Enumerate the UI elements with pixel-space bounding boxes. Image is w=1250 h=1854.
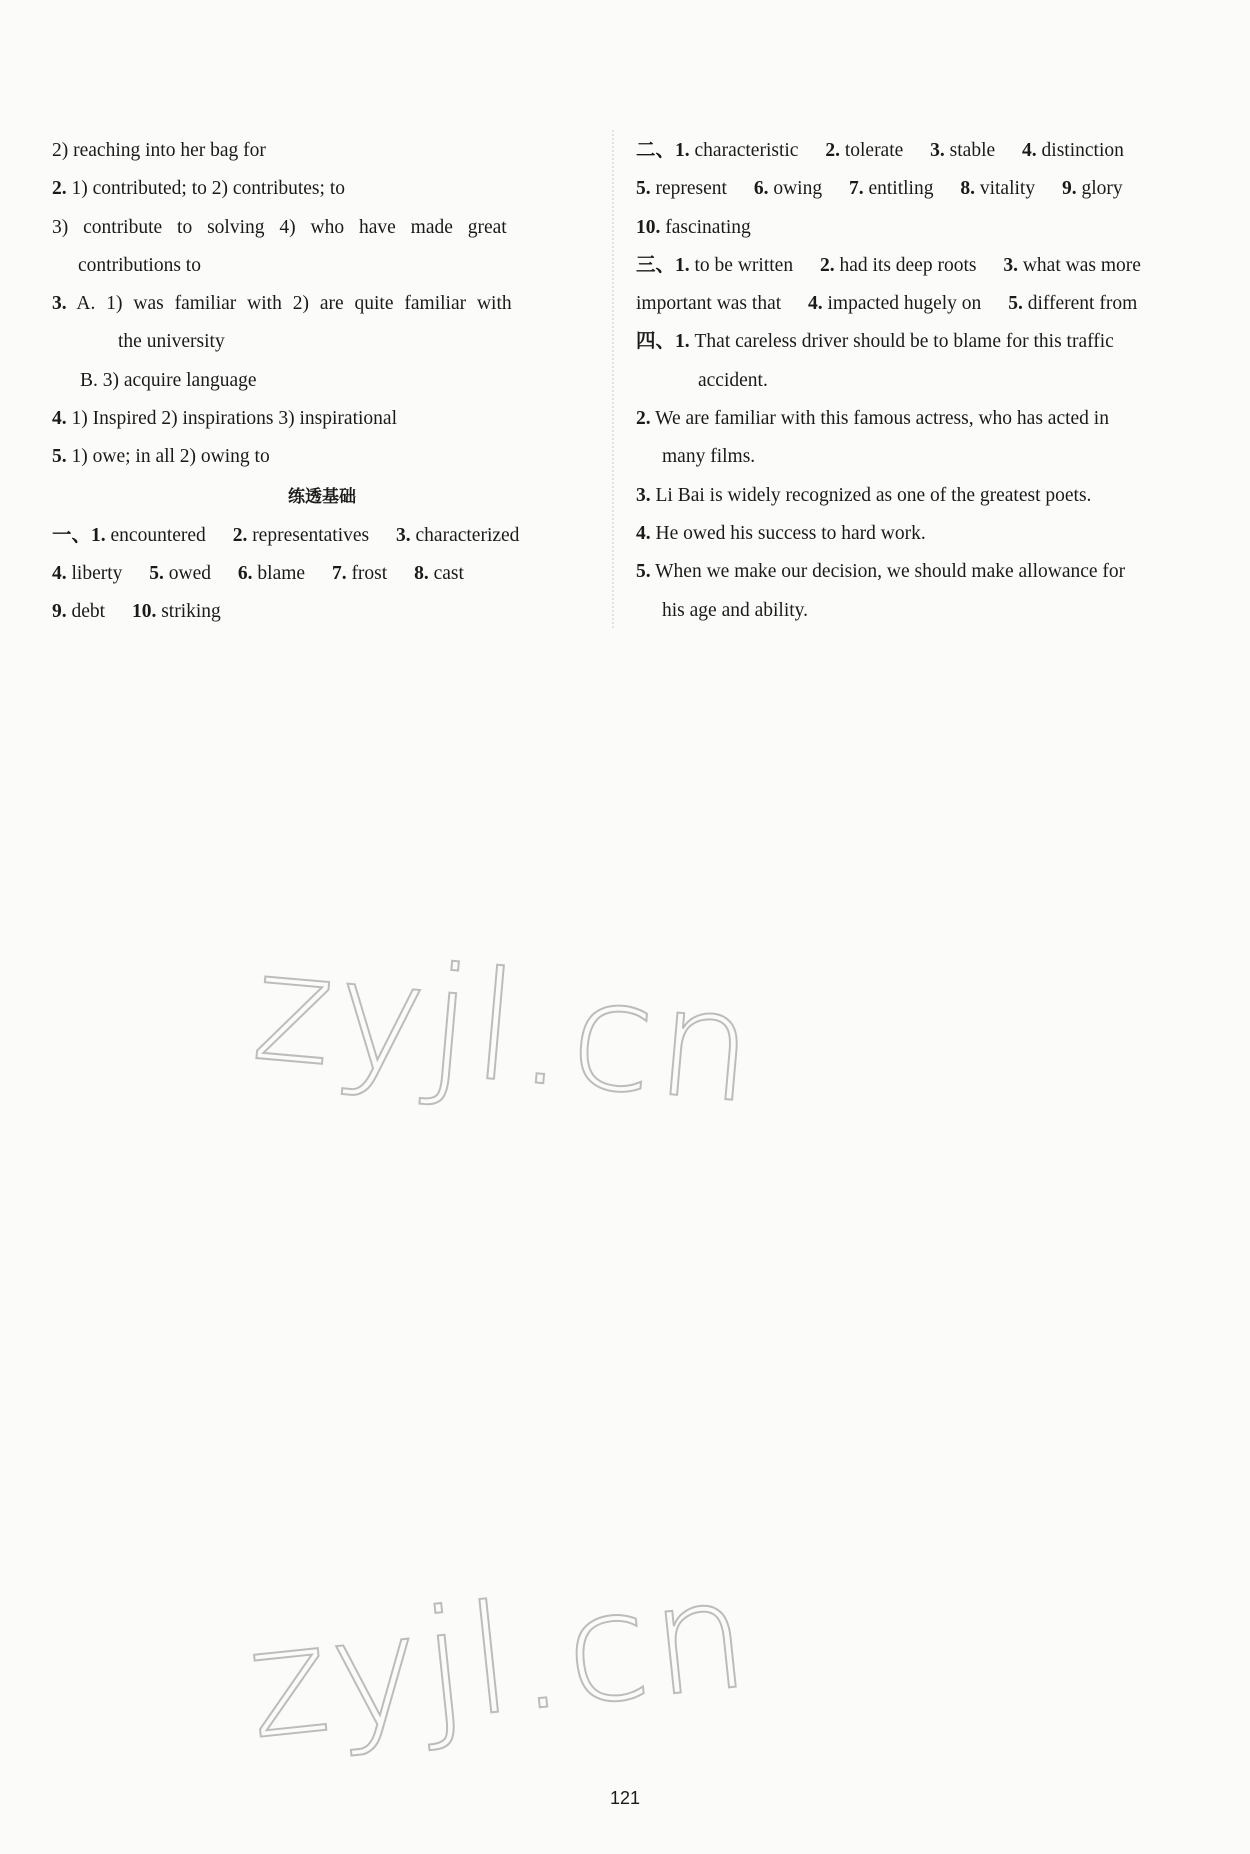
- answer-text: 1) owe; in all 2) owing to: [66, 446, 270, 468]
- answer-line: [636, 323, 1171, 361]
- answer-text: entitling: [868, 178, 934, 200]
- question-number: 4.: [52, 408, 67, 430]
- right-column: [636, 132, 1171, 630]
- section-prefix: 二、: [636, 140, 676, 161]
- answer-line: [52, 555, 592, 593]
- question-number: 5.: [636, 561, 651, 583]
- answer-text: contributions to: [78, 254, 201, 276]
- question-number: 1.: [91, 524, 106, 546]
- answer-line: [52, 323, 592, 361]
- answer-line: [636, 362, 1171, 400]
- watermark-logo: zyjl.cn: [240, 1547, 760, 1774]
- answer-text: tolerate: [844, 140, 904, 161]
- question-number: 1.: [675, 254, 690, 276]
- answer-line: [636, 247, 1171, 285]
- answer-text: different from: [1027, 293, 1138, 315]
- answer-text: debt: [71, 601, 106, 623]
- answer-line: [636, 592, 1171, 630]
- answer-line: [636, 400, 1171, 438]
- question-number: 1.: [675, 331, 690, 353]
- section-heading: 练透基础: [288, 486, 356, 507]
- answer-line: [636, 285, 1171, 323]
- answer-text: 1) contributed; to 2) contributes; to: [66, 178, 345, 200]
- answer-text: characteristic: [694, 140, 799, 161]
- answer-text: striking: [161, 601, 221, 623]
- question-number: 2.: [52, 178, 67, 200]
- section-prefix: 三、: [636, 254, 676, 276]
- answer-text: frost: [351, 562, 388, 584]
- answer-text: 3) contribute to solving 4) who have made great: [52, 216, 507, 238]
- question-number: 5.: [52, 446, 67, 468]
- question-number: 9.: [1061, 178, 1077, 200]
- answer-text: B. 3) acquire language: [80, 369, 257, 391]
- question-number: 5.: [1008, 293, 1023, 315]
- left-column: [52, 132, 592, 632]
- question-number: 4.: [52, 562, 67, 584]
- question-number: 3.: [930, 140, 945, 161]
- answer-text: owing: [773, 178, 823, 200]
- answer-text: He owed his success to hard work.: [655, 522, 926, 544]
- question-number: 10.: [636, 216, 661, 238]
- answer-text: 1) Inspired 2) inspirations 3) inspirational: [66, 408, 397, 430]
- question-number: 6.: [237, 562, 253, 584]
- answer-text: That careless driver should be to blame for this traffic: [694, 331, 1114, 353]
- question-number: 4.: [636, 522, 651, 544]
- answer-line: [636, 515, 1171, 553]
- answer-line: [636, 438, 1171, 476]
- question-number: 5.: [636, 178, 651, 200]
- answer-text: 2) reaching into her bag for: [52, 140, 266, 161]
- watermark-logo: zyjl.cn: [246, 920, 765, 1138]
- answer-line: [636, 170, 1171, 208]
- answer-text: distinction: [1041, 140, 1124, 161]
- column-divider: [612, 130, 614, 628]
- question-number: 2.: [819, 254, 835, 276]
- answer-line: [52, 285, 592, 323]
- answer-text: impacted hugely on: [827, 293, 982, 315]
- answer-text: had its deep roots: [839, 254, 977, 276]
- question-number: 3.: [396, 524, 411, 546]
- answer-text: characterized: [415, 524, 520, 546]
- answer-text: cast: [433, 562, 464, 584]
- answer-text: accident.: [698, 369, 768, 391]
- question-number: 6.: [753, 178, 769, 200]
- question-number: 2.: [825, 140, 840, 161]
- answer-text: many films.: [662, 446, 756, 468]
- answer-text: stable: [949, 140, 996, 161]
- question-number: 1.: [675, 140, 690, 161]
- question-number: 5.: [149, 562, 164, 584]
- question-number: 3.: [52, 293, 67, 315]
- answer-text: blame: [257, 562, 306, 584]
- answer-text: his age and ability.: [662, 599, 809, 621]
- answer-line: [52, 362, 592, 400]
- answer-text: encountered: [110, 524, 206, 546]
- answer-text: owed: [168, 562, 212, 584]
- section-prefix: 一、: [52, 524, 92, 546]
- answer-text: representatives: [252, 524, 370, 546]
- question-number: 7.: [848, 178, 864, 200]
- question-number: 2.: [232, 524, 248, 546]
- question-number: 10.: [131, 601, 157, 623]
- answer-text: what was more: [1022, 254, 1141, 276]
- answer-line: [52, 247, 592, 285]
- answer-text: A. 1) was familiar with 2) are quite familiar with: [66, 293, 512, 315]
- answer-text: vitality: [979, 178, 1036, 200]
- answer-line: [636, 553, 1171, 591]
- question-number: 3.: [636, 484, 651, 506]
- answer-text: fascinating: [665, 216, 751, 238]
- answer-text: the university: [118, 331, 225, 353]
- section-prefix: 四、: [636, 331, 676, 353]
- answer-line: [636, 209, 1171, 247]
- answer-line: [52, 517, 592, 555]
- answer-text: When we make our decision, we should make allowance for: [655, 561, 1126, 583]
- answer-line: [636, 132, 1171, 170]
- answer-line: [52, 400, 592, 438]
- question-number: 8.: [960, 178, 975, 200]
- question-number: 4.: [808, 293, 823, 315]
- answer-line: [52, 170, 592, 208]
- answer-text: to be written: [694, 254, 794, 276]
- question-number: 2.: [636, 408, 651, 430]
- answer-line: [52, 132, 592, 170]
- answer-line: [52, 209, 592, 247]
- answer-line: [636, 477, 1171, 515]
- question-number: 9.: [52, 601, 67, 623]
- answer-text: Li Bai is widely recognized as one of the greatest poets.: [655, 484, 1092, 506]
- answer-text: liberty: [71, 562, 123, 584]
- answer-text: glory: [1081, 178, 1123, 200]
- answer-text: important was that: [636, 293, 782, 315]
- question-number: 4.: [1022, 140, 1037, 161]
- question-number: 3.: [1003, 254, 1018, 276]
- answer-text: We are familiar with this famous actress, who has acted in: [655, 408, 1109, 430]
- answer-text: represent: [655, 178, 727, 200]
- question-number: 7.: [331, 562, 347, 584]
- page-number: 121: [609, 1788, 641, 1808]
- question-number: 8.: [414, 562, 429, 584]
- answer-line: [52, 593, 592, 631]
- answer-line: [52, 438, 592, 476]
